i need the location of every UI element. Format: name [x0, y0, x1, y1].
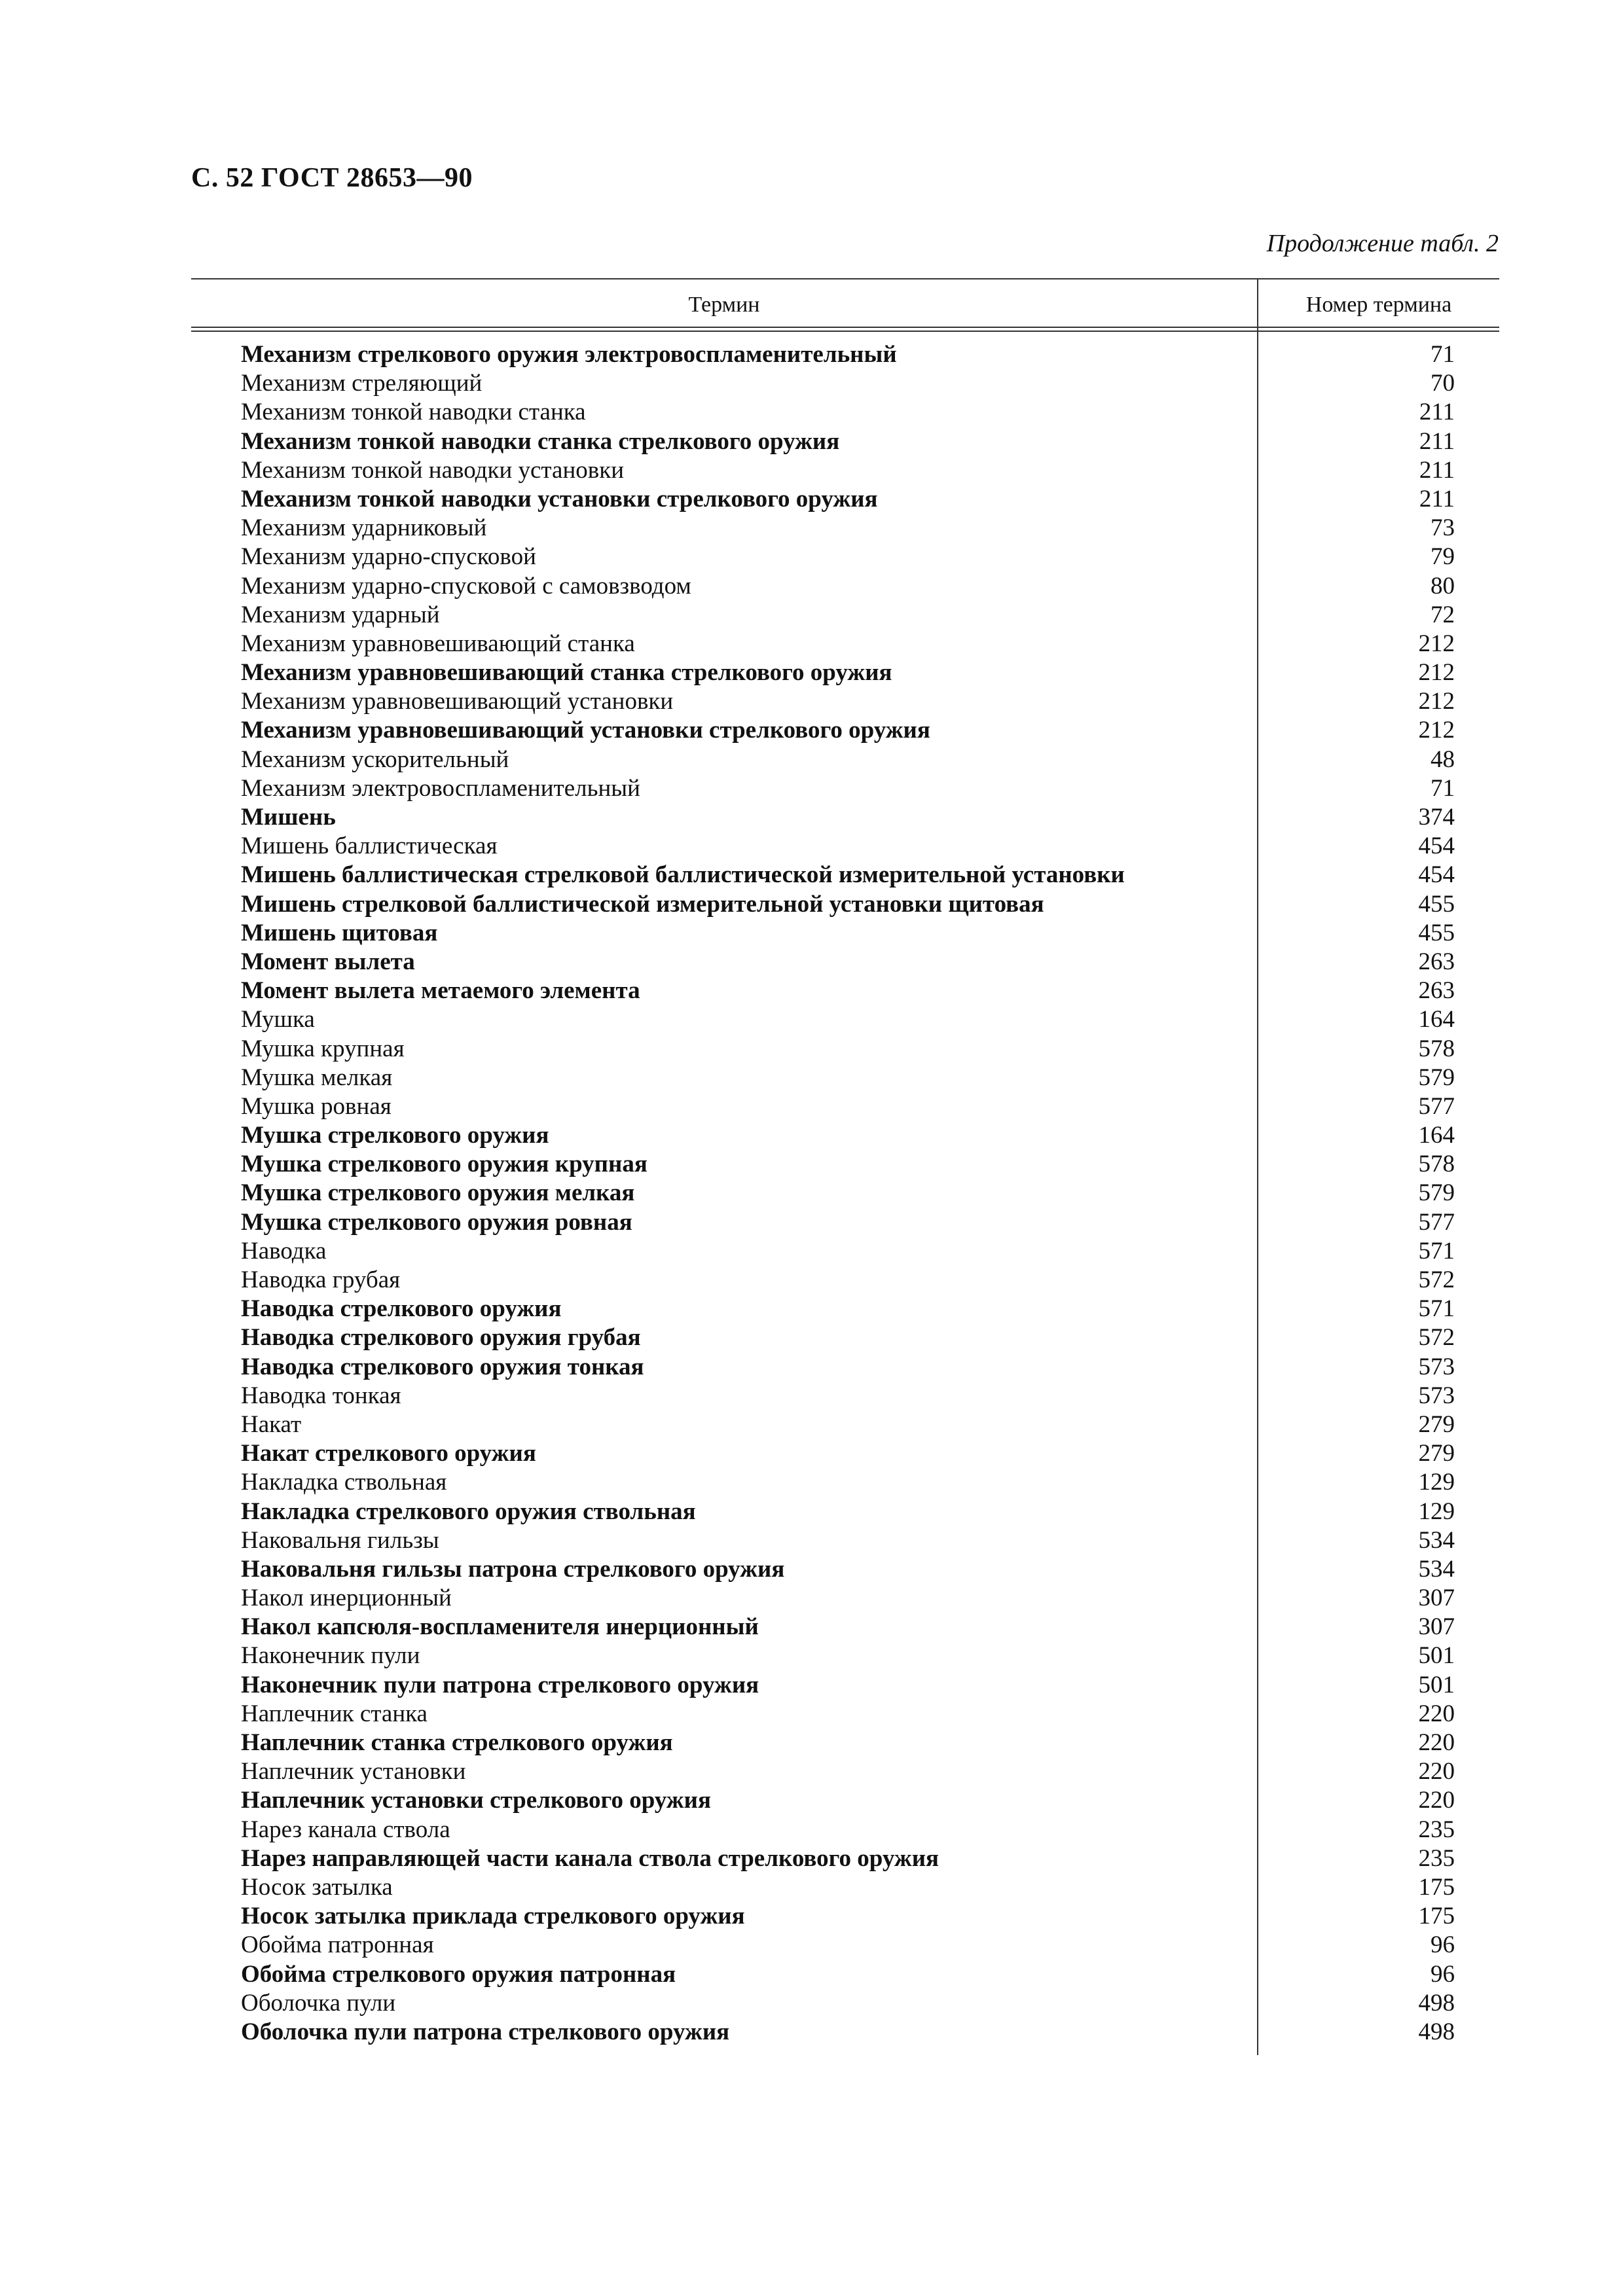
- term-cell: Мишень баллистическая стрелковой баллистической измерительной установки: [241, 861, 1125, 889]
- term-cell: Механизм тонкой наводки станка: [241, 399, 586, 426]
- term-cell: Нарез канала ствола: [241, 1816, 450, 1843]
- term-number-cell: 79: [1431, 543, 1455, 571]
- term-number-cell: 579: [1418, 1179, 1455, 1207]
- table-row: [191, 456, 1499, 485]
- term-cell: Наплечник станка: [241, 1700, 428, 1727]
- term-cell: Накол инерционный: [241, 1585, 452, 1612]
- term-number-cell: 212: [1418, 688, 1455, 715]
- table-row: [191, 1468, 1499, 1497]
- term-number-cell: 235: [1418, 1844, 1455, 1872]
- term-number-cell: 571: [1418, 1295, 1455, 1323]
- term-cell: Наплечник станка стрелкового оружия: [241, 1729, 673, 1756]
- term-number-cell: 211: [1419, 427, 1455, 455]
- term-cell: Механизм тонкой наводки установки: [241, 456, 625, 484]
- table-row: [191, 1960, 1499, 1989]
- term-cell: Механизм уравновешивающий установки: [241, 688, 674, 715]
- table-row: [191, 1150, 1499, 1179]
- header-rule: [191, 327, 1499, 328]
- table-row: [191, 1902, 1499, 1931]
- term-cell: Наводка: [241, 1237, 327, 1265]
- table-row: [191, 1237, 1499, 1266]
- term-cell: Наводка стрелкового оружия: [241, 1295, 562, 1323]
- term-number-cell: 164: [1418, 1122, 1455, 1149]
- term-number-cell: 374: [1418, 804, 1455, 831]
- term-number-cell: 211: [1419, 399, 1455, 426]
- table-row: [191, 1498, 1499, 1526]
- table-row: [191, 427, 1499, 456]
- term-cell: Мушка стрелкового оружия мелкая: [241, 1179, 635, 1207]
- term-number-cell: 70: [1431, 370, 1455, 397]
- term-cell: Мишень стрелковой баллистической измерительной установки щитовая: [241, 890, 1044, 918]
- term-cell: Наводка стрелкового оружия грубая: [241, 1324, 641, 1352]
- term-number-cell: 307: [1418, 1613, 1455, 1641]
- term-cell: Мушка стрелкового оружия крупная: [241, 1151, 647, 1178]
- table-row: [191, 977, 1499, 1005]
- term-number-cell: 571: [1418, 1237, 1455, 1265]
- term-cell: Механизм уравновешивающий станка: [241, 630, 635, 657]
- table-row: [191, 1179, 1499, 1208]
- term-cell: Нарез направляющей части канала ствола стрелкового оружия: [241, 1844, 939, 1872]
- term-number-cell: 72: [1431, 601, 1455, 628]
- term-cell: Наводка грубая: [241, 1266, 401, 1293]
- term-number-cell: 129: [1418, 1498, 1455, 1525]
- term-number-cell: 455: [1418, 890, 1455, 918]
- table-row: [191, 1671, 1499, 1700]
- term-cell: Механизм электровоспламенительный: [241, 774, 640, 802]
- term-cell: Механизм ударный: [241, 601, 440, 628]
- term-number-cell: 454: [1418, 861, 1455, 889]
- term-cell: Механизм ударно-спусковой с самовзводом: [241, 572, 691, 600]
- term-cell: Механизм уравновешивающий установки стрелкового оружия: [241, 717, 930, 744]
- term-number-cell: 577: [1418, 1208, 1455, 1236]
- term-number-cell: 220: [1418, 1787, 1455, 1814]
- table-row: [191, 2018, 1499, 2047]
- table-row: [191, 1121, 1499, 1150]
- term-number-cell: 212: [1418, 630, 1455, 657]
- term-cell: Мушка крупная: [241, 1035, 405, 1062]
- term-number-cell: 164: [1418, 1006, 1455, 1033]
- term-number-cell: 212: [1418, 717, 1455, 744]
- term-number-cell: 501: [1418, 1642, 1455, 1670]
- term-number-cell: 573: [1418, 1382, 1455, 1409]
- term-number-cell: 220: [1418, 1700, 1455, 1727]
- term-number-cell: 129: [1418, 1469, 1455, 1496]
- term-number-cell: 71: [1431, 341, 1455, 368]
- table-row: [191, 1035, 1499, 1064]
- term-number-cell: 573: [1418, 1353, 1455, 1380]
- term-number-cell: 454: [1418, 833, 1455, 860]
- table-row: [191, 1641, 1499, 1670]
- table-row: [191, 687, 1499, 716]
- table-row: [191, 1208, 1499, 1237]
- table-row: [191, 1555, 1499, 1584]
- term-number-cell: 73: [1431, 514, 1455, 542]
- table-row: [191, 514, 1499, 543]
- header-rule-double: [191, 331, 1499, 332]
- term-cell: Оболочка пули патрона стрелкового оружия: [241, 2018, 730, 2045]
- table-row: [191, 948, 1499, 977]
- term-cell: Мушка ровная: [241, 1092, 392, 1120]
- table-row: [191, 890, 1499, 919]
- term-cell: Носок затылка приклада стрелкового оружия: [241, 1903, 745, 1930]
- table-row: [191, 601, 1499, 630]
- table-row: [191, 1295, 1499, 1323]
- term-cell: Механизм ускорительный: [241, 745, 509, 773]
- term-cell: Механизм уравновешивающий станка стрелкового оружия: [241, 659, 892, 687]
- term-cell: Момент вылета метаемого элемента: [241, 977, 640, 1005]
- table-row: [191, 1816, 1499, 1844]
- term-number-cell: 572: [1418, 1266, 1455, 1293]
- term-cell: Накол капсюля-воспламенителя инерционный: [241, 1613, 759, 1641]
- term-cell: Мушка: [241, 1006, 315, 1033]
- term-cell: Наводка стрелкового оружия тонкая: [241, 1353, 644, 1380]
- terms-index-table: [191, 278, 1499, 2055]
- term-number-cell: 498: [1418, 2018, 1455, 2045]
- term-cell: Мушка стрелкового оружия: [241, 1122, 549, 1149]
- table-row: [191, 1844, 1499, 1873]
- term-cell: Накладка ствольная: [241, 1469, 447, 1496]
- term-number-cell: 175: [1418, 1873, 1455, 1901]
- table-row: [191, 1353, 1499, 1382]
- table-row: [191, 1266, 1499, 1295]
- term-cell: Механизм стреляющий: [241, 370, 483, 397]
- term-number-cell: 96: [1431, 1931, 1455, 1959]
- term-number-cell: 220: [1418, 1758, 1455, 1785]
- page-title: С. 52 ГОСТ 28653—90: [191, 163, 473, 193]
- term-cell: Механизм тонкой наводки станка стрелкового оружия: [241, 427, 840, 455]
- term-cell: Мушка мелкая: [241, 1064, 393, 1091]
- table-row: [191, 1613, 1499, 1641]
- table-row: [191, 1092, 1499, 1121]
- term-cell: Накладка стрелкового оружия ствольная: [241, 1498, 696, 1525]
- term-number-cell: 534: [1418, 1526, 1455, 1554]
- table-row: [191, 1323, 1499, 1352]
- table-row: [191, 1873, 1499, 1902]
- term-cell: Наплечник установки: [241, 1758, 466, 1785]
- table-row: [191, 543, 1499, 571]
- table-row: [191, 658, 1499, 687]
- term-number-cell: 572: [1418, 1324, 1455, 1352]
- term-number-cell: 579: [1418, 1064, 1455, 1091]
- term-number-cell: 175: [1418, 1903, 1455, 1930]
- term-number-cell: 578: [1418, 1035, 1455, 1062]
- term-cell: Механизм стрелкового оружия электровоспламенительный: [241, 341, 897, 368]
- term-number-cell: 455: [1418, 919, 1455, 946]
- term-number-cell: 501: [1418, 1671, 1455, 1698]
- term-cell: Мишень щитовая: [241, 919, 438, 946]
- term-cell: Обойма патронная: [241, 1931, 434, 1959]
- term-number-cell: 307: [1418, 1585, 1455, 1612]
- term-cell: Наковальня гильзы: [241, 1526, 439, 1554]
- table-row: [191, 630, 1499, 658]
- term-cell: Мишень: [241, 804, 336, 831]
- table-row: [191, 1700, 1499, 1729]
- term-number-cell: 578: [1418, 1151, 1455, 1178]
- term-number-cell: 71: [1431, 774, 1455, 802]
- table-row: [191, 398, 1499, 427]
- table-row: [191, 1526, 1499, 1555]
- term-number-cell: 534: [1418, 1555, 1455, 1583]
- term-number-cell: 279: [1418, 1440, 1455, 1467]
- table-row: [191, 803, 1499, 832]
- term-cell: Мишень баллистическая: [241, 833, 498, 860]
- term-number-cell: 212: [1418, 659, 1455, 687]
- table-top-rule: [191, 278, 1499, 279]
- term-cell: Мушка стрелкового оружия ровная: [241, 1208, 632, 1236]
- table-row: [191, 572, 1499, 601]
- term-cell: Носок затылка: [241, 1873, 393, 1901]
- table-row: [191, 1005, 1499, 1034]
- term-number-cell: 279: [1418, 1410, 1455, 1438]
- term-cell: Наводка тонкая: [241, 1382, 401, 1409]
- table-row: [191, 340, 1499, 369]
- term-cell: Механизм ударно-спусковой: [241, 543, 536, 571]
- term-cell: Наконечник пули: [241, 1642, 420, 1670]
- table-row: [191, 1584, 1499, 1613]
- term-number-cell: 211: [1419, 456, 1455, 484]
- table-row: [191, 1410, 1499, 1439]
- term-number-cell: 263: [1418, 977, 1455, 1005]
- term-cell: Обойма стрелкового оружия патронная: [241, 1960, 676, 1988]
- table-row: [191, 745, 1499, 774]
- term-cell: Механизм ударниковый: [241, 514, 487, 542]
- table-row: [191, 1439, 1499, 1468]
- term-number-cell: 48: [1431, 745, 1455, 773]
- table-row: [191, 1786, 1499, 1815]
- table-row: [191, 832, 1499, 861]
- term-number-cell: 263: [1418, 948, 1455, 975]
- term-number-cell: 220: [1418, 1729, 1455, 1756]
- term-cell: Момент вылета: [241, 948, 415, 975]
- term-number-cell: 80: [1431, 572, 1455, 600]
- table-row: [191, 774, 1499, 803]
- table-row: [191, 369, 1499, 398]
- table-body: [191, 340, 1499, 2047]
- term-number-cell: 96: [1431, 1960, 1455, 1988]
- term-cell: Механизм тонкой наводки установки стрелкового оружия: [241, 485, 878, 512]
- term-cell: Наплечник установки стрелкового оружия: [241, 1787, 711, 1814]
- table-row: [191, 716, 1499, 745]
- term-cell: Накат стрелкового оружия: [241, 1440, 536, 1467]
- term-number-cell: 211: [1419, 485, 1455, 512]
- table-row: [191, 1757, 1499, 1786]
- term-cell: Наконечник пули патрона стрелкового оружия: [241, 1671, 759, 1698]
- term-number-cell: 577: [1418, 1092, 1455, 1120]
- table-row: [191, 1064, 1499, 1092]
- table-row: [191, 861, 1499, 889]
- term-number-cell: 498: [1418, 1989, 1455, 2017]
- table-row: [191, 1382, 1499, 1410]
- column-header-term: Термин: [688, 293, 760, 317]
- table-row: [191, 1729, 1499, 1757]
- term-cell: Оболочка пули: [241, 1989, 396, 2017]
- term-cell: Наковальня гильзы патрона стрелкового оружия: [241, 1555, 785, 1583]
- table-row: [191, 1989, 1499, 2018]
- table-row: [191, 919, 1499, 948]
- column-header-number: Номер термина: [1305, 293, 1452, 317]
- table-continuation-label: Продолжение табл. 2: [1266, 230, 1499, 257]
- table-row: [191, 1931, 1499, 1960]
- term-number-cell: 235: [1418, 1816, 1455, 1843]
- term-cell: Накат: [241, 1410, 302, 1438]
- table-row: [191, 485, 1499, 514]
